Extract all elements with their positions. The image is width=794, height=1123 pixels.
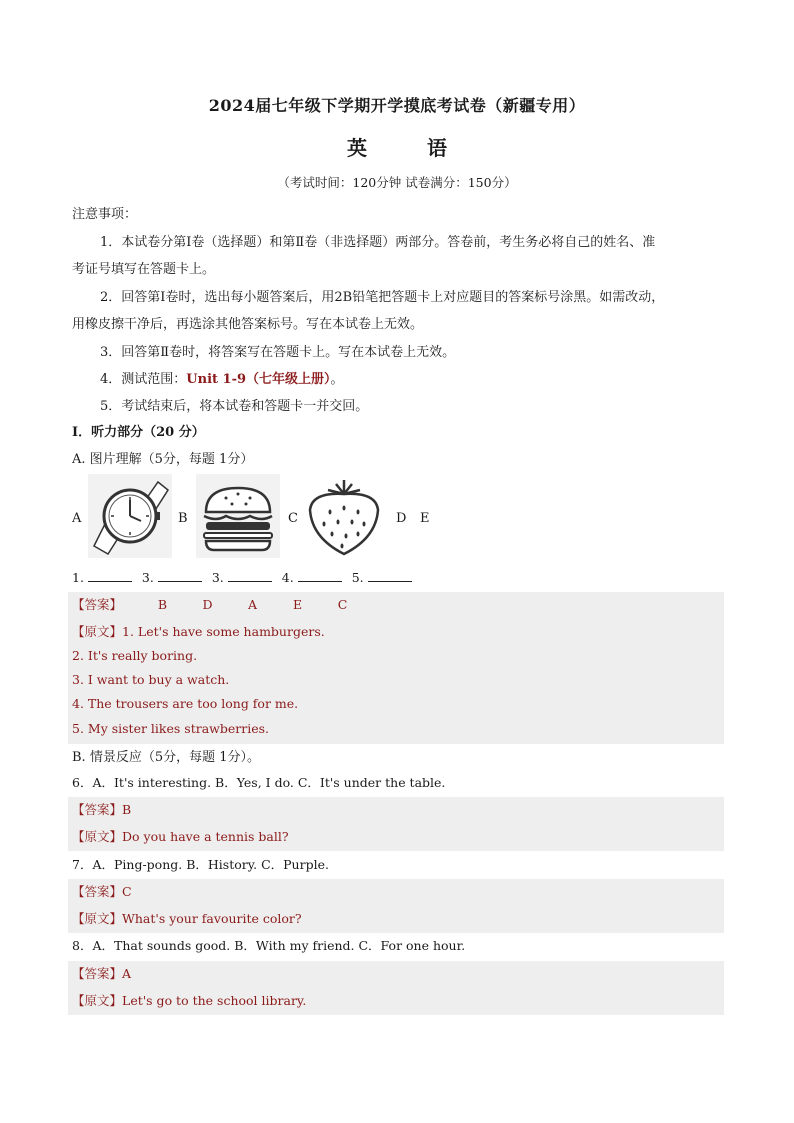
answer-5: C	[337, 597, 348, 612]
answer-8-value: A	[122, 966, 132, 981]
source-tag: 【原文】	[72, 624, 123, 639]
blank-label-5: 5.	[351, 570, 364, 585]
source-7-text: What's your favourite color?	[122, 911, 302, 926]
blank-label-2: 3.	[141, 570, 154, 585]
answer-tag: 【答案】	[72, 597, 123, 612]
note-4-suffix: 。	[330, 372, 344, 387]
hamburger-icon	[196, 474, 280, 558]
answer-2: D	[202, 597, 213, 612]
answer-3: A	[247, 597, 258, 612]
source-tag-8: 【原文】	[72, 993, 123, 1008]
note-2b: 用橡皮擦干净后，再选涂其他答案标号。写在本试卷上无效。	[72, 317, 424, 332]
note-1b: 考证号填写在答题卡上。	[72, 262, 216, 277]
answer-8	[72, 964, 131, 982]
note-2a: 2．回答第Ⅰ卷时，选出每小题答案后，用2B铅笔把答题卡上对应题目的答案标号涂黑。如需改动，	[100, 290, 665, 305]
note-1a: 1．本试卷分第Ⅰ卷（选择题）和第Ⅱ卷（非选择题）两部分。答卷前，考生务必将自己的姓名、准	[100, 235, 656, 250]
notes-heading: 注意事项：	[72, 207, 138, 222]
answer-7	[72, 882, 132, 900]
source-7	[72, 909, 302, 927]
part-a-heading: A. 图片理解（5分，每题 1分）	[72, 452, 254, 467]
answer-blanks	[72, 570, 418, 585]
pic-label-e: E	[420, 511, 430, 526]
answer-line-a	[72, 595, 365, 613]
source-text-2: 2. It's really boring.	[72, 648, 198, 663]
blank-2[interactable]	[158, 571, 202, 582]
answer-4: E	[292, 597, 303, 612]
answer-1: B	[157, 597, 168, 612]
answer-tag-6: 【答案】	[72, 802, 123, 817]
answer-6-value: B	[122, 802, 132, 817]
source-line-1	[72, 622, 325, 640]
exam-title: 2024届七年级下学期开学摸底考试卷（新疆专用）	[208, 96, 586, 115]
blank-1[interactable]	[88, 571, 132, 582]
source-6	[72, 827, 289, 845]
source-8	[72, 991, 306, 1009]
answer-tag-8: 【答案】	[72, 966, 123, 981]
source-text-4: 4. The trousers are too long for me.	[72, 696, 299, 711]
blank-5[interactable]	[368, 571, 412, 582]
time-info: （考试时间：120分钟 试卷满分：150分）	[277, 175, 517, 190]
note-5: 5．考试结束后，将本试卷和答题卡一并交回。	[100, 399, 369, 414]
note-3: 3．回答第Ⅱ卷时，将答案写在答题卡上。写在本试卷上无效。	[100, 345, 456, 360]
blank-label-1: 1.	[72, 570, 84, 585]
blank-4[interactable]	[298, 571, 342, 582]
answer-7-value: C	[122, 884, 132, 899]
source-text-5: 5. My sister likes strawberries.	[72, 721, 269, 736]
answer-6	[72, 800, 131, 818]
question-6: 6．A．It's interesting. B．Yes, I do. C．It's under the table.	[72, 775, 446, 790]
pic-label-b: B	[178, 511, 188, 526]
part-b-heading: B. 情景反应（5分，每题 1分）。	[72, 750, 260, 765]
source-8-text: Let's go to the school library.	[122, 993, 307, 1008]
note-4-prefix: 4．测试范围：	[100, 372, 187, 387]
blank-label-3: 3.	[211, 570, 224, 585]
subject-char-2: 语	[427, 136, 447, 160]
source-tag-6: 【原文】	[72, 829, 123, 844]
source-tag-7: 【原文】	[72, 911, 123, 926]
note-4-range: Unit 1-9（七年级上册）	[186, 372, 331, 387]
source-text-1: 1. Let's have some hamburgers.	[122, 624, 325, 639]
watch-icon	[88, 474, 172, 558]
question-7: 7．A．Ping-pong. B．History. C．Purple.	[72, 857, 329, 872]
subject-title	[0, 132, 794, 161]
pic-label-d: D	[396, 511, 407, 526]
strawberry-icon	[302, 474, 386, 558]
note-4	[100, 368, 344, 387]
subject-char-1: 英	[347, 136, 367, 160]
section-heading: Ⅰ．听力部分（20 分）	[72, 425, 205, 440]
source-text-3: 3. I want to buy a watch.	[72, 672, 230, 687]
blank-3[interactable]	[228, 571, 272, 582]
pic-label-a: A	[72, 511, 82, 526]
question-8: 8．A．That sounds good. B．With my friend. C．For one hour.	[72, 938, 466, 953]
answer-tag-7: 【答案】	[72, 884, 123, 899]
blank-label-4: 4.	[281, 570, 294, 585]
source-6-text: Do you have a tennis ball?	[122, 829, 289, 844]
pic-label-c: C	[288, 511, 298, 526]
